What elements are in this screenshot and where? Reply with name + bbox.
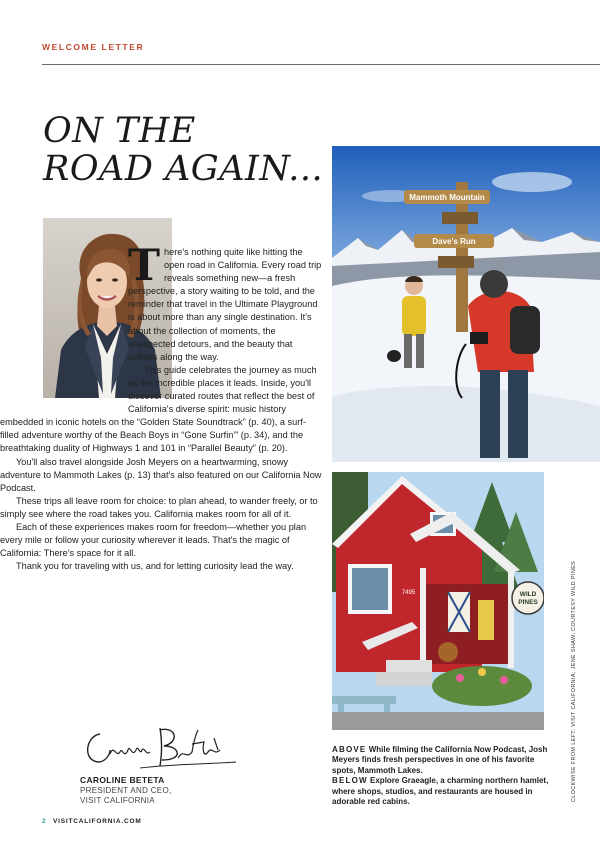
caption-above (332, 745, 560, 776)
letter-paragraph-2: This guide celebrates the journey as much as the incredible places it leads. Inside, you'll discover curated routes that reflect the best of California's diverse spirit: music history embedded in iconic hotels on the “Golden State Soundtrack” (p. 40), a surf-filled adventure worthy of the Beach Boys in “Gone Surfin'” (p. 34), and the breathtaking duality of Highways 1 and 101 in “Parallel Beauty” (p. 20). (0, 364, 317, 454)
caption-below-text: Explore Graeagle, a charming northern hamlet, where shops, studios, and restaurants are housed in adorable red cabins. (332, 776, 549, 807)
headline-line-1: ON THE (43, 111, 196, 151)
sign-pines: PINES (518, 599, 538, 606)
caption-above-text: While filming the California Now Podcast, Josh Meyers finds fresh perspectives in one of his favorite spots, Mammoth Lakes. (332, 745, 548, 775)
signatory-title-line-1: PRESIDENT AND CEO, (80, 786, 172, 795)
cabin-scene-illustration (332, 472, 544, 730)
photo-caption (332, 745, 560, 807)
page-title (43, 112, 323, 188)
section-label: WELCOME LETTER (42, 42, 145, 52)
header-divider (42, 64, 600, 65)
letter-body (0, 241, 322, 573)
letter-paragraph-3: You'll also travel alongside Josh Meyers on a heartwarming, snowy adventure to Mammoth Lakes (p. 13) that's also featured on our California Now Podcast. (0, 456, 322, 493)
headline-line-2: ROAD AGAIN... (43, 149, 324, 189)
footer-site-link[interactable]: VISITCALIFORNIA.COM (53, 818, 142, 825)
letter-paragraph-4: These trips all leave room for choice: to plan ahead, to wander freely, or to simply see where the road takes you. California makes room for all of it. (0, 495, 318, 519)
signatory-name: CAROLINE BETETA (80, 775, 165, 785)
paragraph-1-text: here's nothing quite like hitting the open road in California. Every road trip reveals something new—a fresh perspective, a story waiting to be told, and the reminder that travel in the Ultimate Playground is about more than any single destination. It's about the collection of moments, the unexpected detours, and the beauty that unfolds along the way. (128, 247, 322, 362)
mountain-scene-illustration (332, 146, 600, 462)
letter-paragraph-1 (60, 241, 322, 364)
letter-paragraph-6: Thank you for traveling with us, and for letting curiosity lead the way. (16, 561, 294, 572)
caption-above-lead: ABOVE (332, 745, 367, 754)
portrait-wrap-spacer (0, 246, 128, 414)
cabin-address: 7495 (402, 590, 416, 596)
caption-below (332, 776, 560, 807)
sign-wild: WILD (519, 591, 537, 598)
caption-below-lead: BELOW (332, 776, 368, 786)
photo-mammoth-mountain (332, 146, 600, 462)
drop-cap: T (128, 241, 160, 291)
sign-text-daves-run: Dave's Run (432, 237, 476, 246)
photo-credit: CLOCKWISE FROM LEFT: VISIT CALIFORNIA; JENÉ SHAW; COURTESY WILD PINES (571, 560, 577, 802)
signatory-title-line-2: VISIT CALIFORNIA (80, 796, 155, 805)
page-footer (42, 818, 142, 825)
letter-paragraph-5: Each of these experiences makes room for freedom—whether you plan every mile or follow your curiosity wherever it leads. That's the magic of California: There's space for it all. (0, 521, 307, 559)
handwritten-signature (80, 720, 240, 772)
page-number: 2 (42, 818, 47, 825)
photo-red-cabin (332, 472, 544, 730)
sign-text-mammoth: Mammoth Mountain (409, 193, 485, 202)
